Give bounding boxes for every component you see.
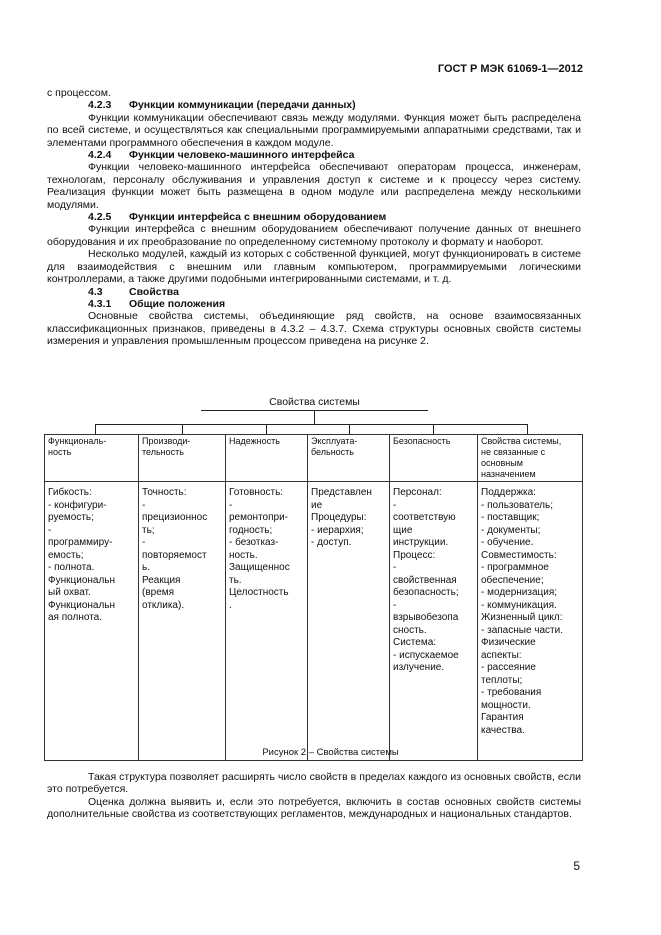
closing-paragraph-1: Такая структура позволяет расширять число свойств в пределах каждого из основных свойств, если это потребуется.: [47, 771, 581, 796]
tree-branch-tick: [266, 424, 267, 434]
intro-line: с процессом.: [47, 87, 111, 99]
section-number: 4.3: [88, 285, 103, 298]
section-number: 4.2.4: [88, 149, 112, 162]
section-4-2-3-paragraph: Функции коммуникации обеспечивают связь между модулями. Функция может быть распределена по всей системе, и осуществляться как специальными программируемыми аппаратными средствами, так и элементами программного обеспечения в каждом модуле.: [47, 111, 581, 149]
section-4-2-4-paragraph: Функции человеко-машинного интерфейса обеспечивают операторам процесса, инженерам, технологам, персоналу обслуживания и управления доступ к системе и к процессу через систему. Реализация функции может быть размещена в одном модуле или распределена между несколькими модулями.: [47, 161, 581, 211]
tree-branch-tick: [95, 424, 96, 434]
column-header: Эксплуата- бельность: [308, 435, 390, 482]
section-title: Функции коммуникации (передачи данных): [129, 99, 356, 112]
column-content: Персонал: - соответствую щие инструкции. Процесс: - свойственная безопасность; - взрывобезопа сность. Система: - испускаемое излучение.: [390, 482, 478, 761]
section-4-2-5-paragraph-2: Несколько модулей, каждый из которых с собственной функцией, могут функционировать в системе для взаимодействия с внешним или главным компьютером, программируемыми логическими контроллерами, а также другими подобными интегрированными системами, и т. д.: [47, 248, 581, 286]
section-4-2-4-heading: [47, 149, 581, 161]
properties-table: [44, 434, 583, 761]
page-number: 5: [573, 859, 580, 873]
column-content: Поддержка: - пользователь; - поставщик; - документы; - обучение. Совместимость: - программное обеспечение; - модернизация; - коммуникация. Жизненный цикл: - запасные части. Физические аспекты: - рассеяние теплоты; - требования мощности. Гарантия качества.: [478, 482, 583, 761]
column-content: Представлен ие Процедуры: - иерархия; - доступ.: [308, 482, 390, 761]
closing-paragraph-2: Оценка должна выявить и, если это потребуется, включить в состав основных свойств системы дополнительные свойства из соответствующих регламентов, международных и национальных стандартов.: [47, 795, 581, 821]
section-number: 4.3.1: [88, 297, 112, 310]
column-content: Гибкость: - конфигури- руемость; - программиру- емость; - полнота. Функциональн ый охват. Функциональн ая полнота.: [45, 482, 139, 761]
document-code-header: ГОСТ Р МЭК 61069-1—2012: [437, 63, 583, 75]
section-title: Функции интерфейса с внешним оборудованием: [129, 211, 387, 224]
column-header: Функциональ- ность: [45, 435, 139, 482]
section-number: 4.2.3: [88, 99, 112, 112]
closing-text: [47, 771, 581, 821]
section-title: Свойства: [129, 285, 179, 298]
section-4-2-5-paragraph-1: Функции интерфейса с внешним оборудованием обеспечивают получение данных от внешнего оборудования и их преобразование по определенному системному протоколу и формату и наоборот.: [47, 223, 581, 248]
column-content: Готовность: - ремонтопри- годность; - безотказ- ность. Защищеннос ть. Целостность .: [226, 482, 308, 761]
section-4-2-3-heading: [47, 99, 581, 111]
column-content: Точность: - прецизионнос ть; - повторяемост ь. Реакция (время отклика).: [139, 482, 226, 761]
section-4-3-heading: [47, 286, 581, 298]
column-header: Надежность: [226, 435, 308, 482]
main-text: [47, 87, 581, 348]
table-header-row: [45, 435, 583, 482]
tree-branch-tick: [182, 424, 183, 434]
table-content-row: [45, 482, 583, 761]
section-title: Общие положения: [129, 297, 226, 310]
column-header: Безопасность: [390, 435, 478, 482]
tree-branch-tick: [349, 424, 350, 434]
tree-branch-tick: [433, 424, 434, 434]
column-header: Свойства системы, не связанные с основным назначением: [478, 435, 583, 482]
column-header: Производи- тельность: [139, 435, 226, 482]
section-number: 4.2.5: [88, 211, 112, 224]
tree-branch-tick: [527, 424, 528, 434]
section-4-3-1-paragraph: Основные свойства системы, объединяющие ряд свойств, на основе взаимосвязанных классификационных признаков, приведены в 4.3.2 – 4.3.7. Схема структуры основных свойств системы измерения и управления промышленным процессом приведена на рисунке 2.: [47, 310, 581, 348]
section-4-2-5-heading: [47, 211, 581, 223]
figure-caption: Рисунок 2 – Свойства системы: [262, 747, 399, 758]
section-title: Функции человеко-машинного интерфейса: [129, 149, 355, 162]
tree-vertical-line: [314, 410, 315, 424]
section-4-3-1-heading: [47, 298, 581, 310]
figure-title: Свойства системы: [269, 396, 360, 408]
tree-branch-line: [95, 424, 527, 425]
